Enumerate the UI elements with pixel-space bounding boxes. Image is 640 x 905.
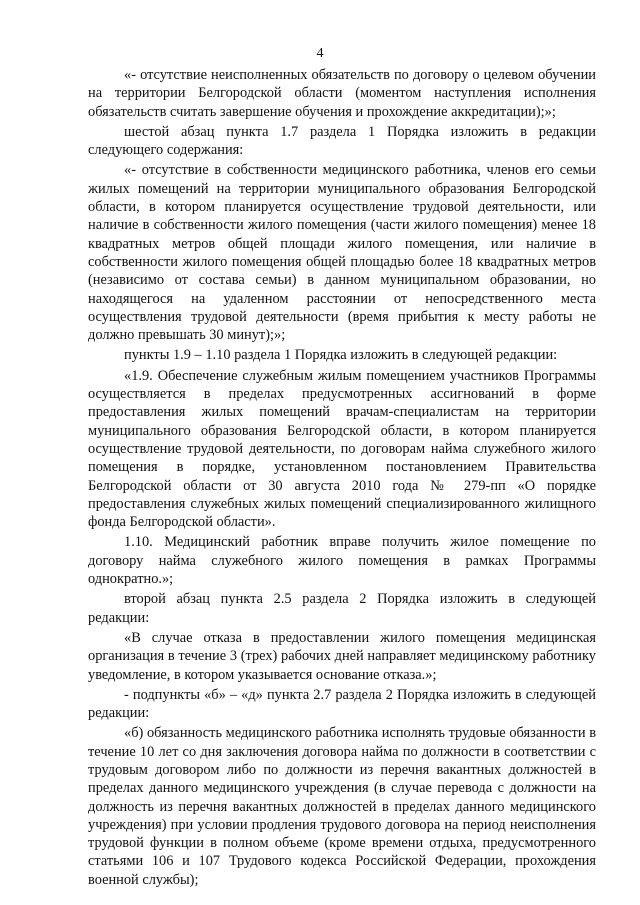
- paragraph: «- отсутствие в собственности медицинского работника, членов его семьи жилых помещений на территории муниципального образования Белгородской области, в котором планируется осуществление трудовой деятельности, или наличие в собственности жилого помещения (части жилого помещения) менее 18 квадратных метров общей площади жилого помещения, или наличие в собственности жилого помещения общей площадью более 18 квадратных метров (независимо от состава семьи) в данном муниципальном образовании, но находящегося на удаленном расстоянии от непосредственного места осуществления трудовой деятельности (время прибытия к месту работы не должно превышать 30 минут);»;: [88, 162, 596, 344]
- document-body: [88, 66, 596, 889]
- paragraph: «1.9. Обеспечение служебным жилым помещением участников Программы осуществляется в пределах предусмотренных ассигнований в форме предоставления жилых помещений врачам-специалистам на территории муниципального образования Белгородской области, в котором планируется осуществление трудовой деятельности, по договорам найма служебного жилого помещения в порядке, установленном постановлением Правительства Белгородской области от 30 августа 2010 года № 279-пп «О порядке предоставления служебных жилых помещений специализированного жилищного фонда Белгородской области».: [88, 367, 596, 531]
- paragraph: - подпункты «б» – «д» пункта 2.7 раздела 2 Порядка изложить в следующей редакции:: [88, 686, 596, 722]
- paragraph: «- отсутствие неисполненных обязательств по договору о целевом обучении на территории Белгородской области (моментом наступления исполнения обязательств считать завершение обучения и прохождение аккредитации);»;: [88, 67, 596, 120]
- paragraph: 1.10. Медицинский работник вправе получить жилое помещение по договору найма служебного жилого помещения в рамках Программы однократно.»;: [88, 534, 596, 588]
- paragraph: «б) обязанность медицинского работника исполнять трудовые обязанности в течение 10 лет со дня заключения договора найма по должности в соответствии с трудовым договором либо по должности из перечня вакантных должностей в пределах данного медицинского учреждения (в случае перевода с должности на должность из перечня вакантных должностей в пределах данного медицинского учреждения) при условии продления трудового договора на период неисполнения трудовой функции в полном объеме (кроме времени отдыха, предусмотренного статьями 106 и 107 Трудового кодекса Российской Федерации, прохождения военной службы);: [88, 725, 596, 888]
- paragraph: второй абзац пункта 2.5 раздела 2 Порядка изложить в следующей редакции:: [88, 591, 596, 626]
- page-number: 4: [316, 46, 324, 61]
- paragraph: пункты 1.9 – 1.10 раздела 1 Порядка изложить в следующей редакции:: [124, 347, 558, 364]
- paragraph: «В случае отказа в предоставлении жилого помещения медицинская организация в течение 3 (трех) рабочих дней направляет медицинскому работнику уведомление, в котором указывается основание отказа.»;: [88, 629, 596, 683]
- paragraph: шестой абзац пункта 1.7 раздела 1 Порядка изложить в редакции следующего содержания:: [88, 123, 596, 159]
